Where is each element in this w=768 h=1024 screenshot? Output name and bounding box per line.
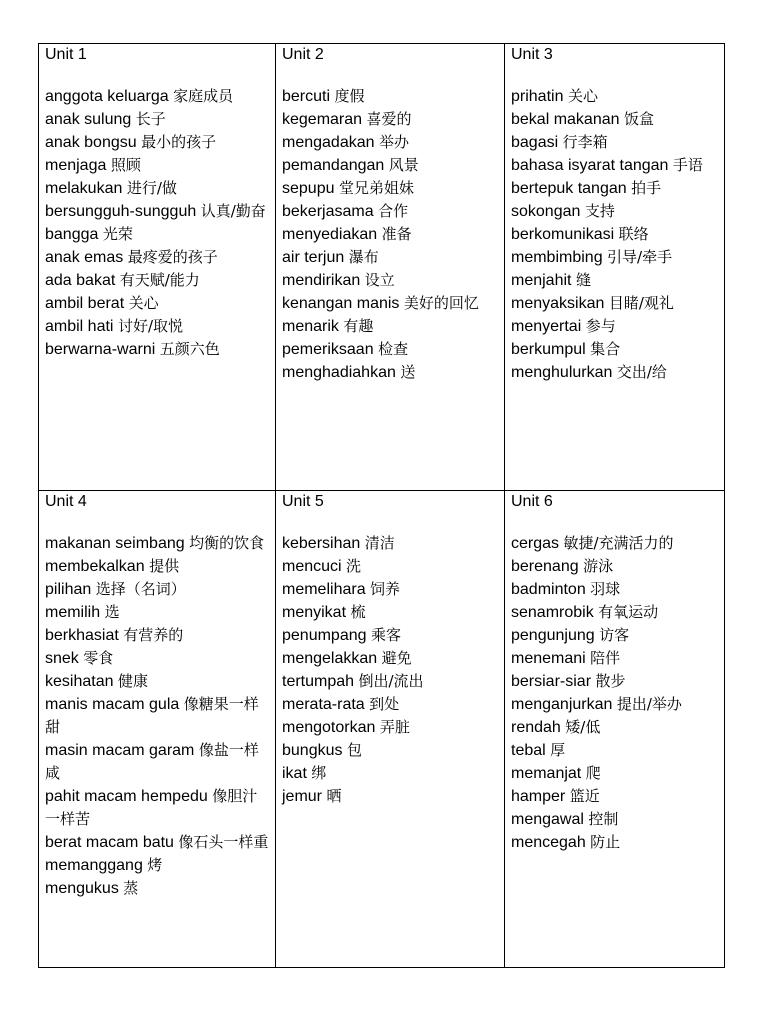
list-item	[282, 532, 500, 555]
list-item	[511, 131, 720, 154]
chinese-translation: 检查	[378, 340, 409, 358]
list-item	[45, 555, 271, 578]
chinese-translation: 进行/做	[126, 179, 177, 197]
malay-word: membekalkan	[45, 558, 145, 575]
malay-word: bersiar-siar	[511, 673, 592, 690]
malay-word: menjaga	[45, 157, 107, 174]
chinese-translation: 晒	[326, 787, 342, 805]
malay-word: menghadiahkan	[282, 364, 396, 381]
chinese-translation: 饲养	[370, 580, 401, 598]
chinese-translation: 光荣	[102, 225, 133, 243]
malay-word: kebersihan	[282, 535, 361, 552]
chinese-translation: 防止	[590, 833, 621, 851]
list-item	[511, 716, 720, 739]
chinese-translation: 提供	[149, 557, 180, 575]
chinese-translation: 风景	[388, 156, 419, 174]
chinese-translation: 目睹/观礼	[608, 294, 674, 312]
vocabulary-list	[45, 85, 271, 361]
list-item	[511, 555, 720, 578]
chinese-translation: 厚	[550, 741, 566, 759]
list-item	[511, 693, 720, 716]
chinese-translation: 乘客	[370, 626, 401, 644]
chinese-translation: 联络	[618, 225, 649, 243]
chinese-translation: 举办	[378, 133, 409, 151]
unit-cell	[505, 44, 725, 491]
chinese-translation: 矮/低	[565, 718, 601, 736]
chinese-translation: 洗	[346, 557, 362, 575]
malay-word: pahit macam hempedu	[45, 788, 208, 805]
chinese-translation: 五颜六色	[159, 340, 220, 358]
unit-cell	[276, 491, 505, 968]
malay-word: bekal makanan	[511, 111, 620, 128]
list-item	[45, 85, 271, 108]
vocabulary-table	[38, 43, 725, 968]
list-item	[282, 361, 500, 384]
malay-word: bercuti	[282, 88, 331, 105]
malay-word: bekerjasama	[282, 203, 374, 220]
list-item	[511, 831, 720, 854]
chinese-translation: 访客	[599, 626, 630, 644]
chinese-translation: 绑	[311, 764, 327, 782]
chinese-translation: 散步	[595, 672, 626, 690]
chinese-translation: 家庭成员	[173, 87, 234, 105]
list-item	[282, 154, 500, 177]
list-item	[282, 670, 500, 693]
chinese-translation: 梳	[350, 603, 366, 621]
chinese-translation: 支持	[584, 202, 615, 220]
chinese-translation: 关心	[128, 294, 159, 312]
malay-word: anak bongsu	[45, 134, 137, 151]
malay-word: mencuci	[282, 558, 342, 575]
list-item	[511, 154, 720, 177]
malay-word: memanjat	[511, 765, 582, 782]
chinese-translation: 设立	[364, 271, 395, 289]
list-item	[45, 532, 271, 555]
list-item	[45, 877, 271, 900]
malay-word: hamper	[511, 788, 566, 805]
list-item	[45, 647, 271, 670]
list-item	[282, 578, 500, 601]
chinese-translation: 喜爱的	[366, 110, 412, 128]
malay-word: badminton	[511, 581, 586, 598]
unit-cell	[276, 44, 505, 491]
chinese-translation: 均衡的饮食	[189, 534, 265, 552]
list-item	[282, 338, 500, 361]
table-row	[39, 44, 725, 491]
list-item	[45, 177, 271, 200]
list-item	[511, 223, 720, 246]
chinese-translation: 像石头一样重	[178, 833, 269, 851]
malay-word: rendah	[511, 719, 561, 736]
list-item	[282, 624, 500, 647]
malay-word: memilih	[45, 604, 101, 621]
chinese-translation: 健康	[117, 672, 148, 690]
list-item	[511, 108, 720, 131]
chinese-translation: 烤	[147, 856, 163, 874]
malay-word: pemandangan	[282, 157, 385, 174]
list-item	[45, 246, 271, 269]
chinese-translation: 饭盒	[623, 110, 654, 128]
list-item	[511, 269, 720, 292]
malay-word: memanggang	[45, 857, 143, 874]
list-item	[45, 785, 271, 831]
list-item	[511, 808, 720, 831]
malay-word: mencegah	[511, 834, 586, 851]
list-item	[511, 762, 720, 785]
chinese-translation: 有氧运动	[598, 603, 659, 621]
malay-word: mengukus	[45, 880, 119, 897]
malay-word: menyikat	[282, 604, 347, 621]
malay-word: bersungguh-sungguh	[45, 203, 197, 220]
chinese-translation: 最疼爱的孩子	[127, 248, 218, 266]
list-item	[282, 739, 500, 762]
malay-word: berkhasiat	[45, 627, 119, 644]
malay-word: kegemaran	[282, 111, 363, 128]
list-item	[282, 647, 500, 670]
list-item	[45, 338, 271, 361]
chinese-translation: 敏捷/充满活力的	[563, 534, 674, 552]
malay-word: tebal	[511, 742, 546, 759]
unit-title: Unit 3	[511, 46, 553, 63]
list-item	[45, 154, 271, 177]
unit-title: Unit 2	[282, 46, 324, 63]
malay-word: berkomunikasi	[511, 226, 615, 243]
unit-cell	[39, 44, 276, 491]
malay-word: menemani	[511, 650, 586, 667]
malay-word: bahasa isyarat tangan	[511, 157, 669, 174]
malay-word: prihatin	[511, 88, 564, 105]
unit-title: Unit 1	[45, 46, 87, 63]
chinese-translation: 像糖果一样甜	[45, 695, 259, 736]
malay-word: tertumpah	[282, 673, 355, 690]
chinese-translation: 手语	[672, 156, 703, 174]
chinese-translation: 选	[104, 603, 120, 621]
chinese-translation: 合作	[378, 202, 409, 220]
chinese-translation: 关心	[567, 87, 598, 105]
chinese-translation: 准备	[381, 225, 412, 243]
malay-word: sokongan	[511, 203, 581, 220]
malay-word: menghulurkan	[511, 364, 613, 381]
list-item	[282, 85, 500, 108]
malay-word: bertepuk tangan	[511, 180, 627, 197]
list-item	[511, 361, 720, 384]
list-item	[45, 108, 271, 131]
vocabulary-list	[511, 85, 720, 384]
malay-word: ada bakat	[45, 272, 116, 289]
malay-word: penumpang	[282, 627, 367, 644]
malay-word: makanan seimbang	[45, 535, 185, 552]
list-item	[282, 200, 500, 223]
chinese-translation: 包	[346, 741, 362, 759]
list-item	[511, 85, 720, 108]
list-item	[511, 200, 720, 223]
list-item	[282, 223, 500, 246]
malay-word: kenangan manis	[282, 295, 400, 312]
malay-word: merata-rata	[282, 696, 365, 713]
malay-word: pemeriksaan	[282, 341, 374, 358]
chinese-translation: 清洁	[364, 534, 395, 552]
malay-word: mengotorkan	[282, 719, 376, 736]
chinese-translation: 最小的孩子	[141, 133, 217, 151]
malay-word: sepupu	[282, 180, 335, 197]
chinese-translation: 交出/给	[616, 363, 667, 381]
unit-cell	[39, 491, 276, 968]
malay-word: senamrobik	[511, 604, 594, 621]
malay-word: air terjun	[282, 249, 345, 266]
list-item	[282, 131, 500, 154]
list-item	[511, 532, 720, 555]
list-item	[511, 670, 720, 693]
list-item	[511, 177, 720, 200]
chinese-translation: 像胆汁一样苦	[45, 787, 258, 828]
malay-word: jemur	[282, 788, 323, 805]
list-item	[45, 315, 271, 338]
chinese-translation: 有营养的	[123, 626, 184, 644]
malay-word: cergas	[511, 535, 560, 552]
malay-word: manis macam gula	[45, 696, 180, 713]
table-row	[39, 491, 725, 968]
list-item	[511, 785, 720, 808]
list-item	[45, 131, 271, 154]
chinese-translation: 送	[400, 363, 416, 381]
chinese-translation: 认真/勤奋	[200, 202, 266, 220]
chinese-translation: 选择（名词）	[95, 580, 186, 598]
chinese-translation: 缝	[575, 271, 591, 289]
unit-title: Unit 6	[511, 493, 553, 510]
malay-word: berat macam batu	[45, 834, 174, 851]
list-item	[282, 315, 500, 338]
malay-word: mengadakan	[282, 134, 375, 151]
chinese-translation: 瀑布	[348, 248, 379, 266]
vocabulary-list	[282, 532, 500, 808]
malay-word: menjahit	[511, 272, 572, 289]
malay-word: kesihatan	[45, 673, 114, 690]
list-item	[45, 578, 271, 601]
vocabulary-list	[511, 532, 720, 854]
list-item	[511, 578, 720, 601]
list-item	[511, 647, 720, 670]
malay-word: mengawal	[511, 811, 584, 828]
malay-word: memelihara	[282, 581, 366, 598]
chinese-translation: 篮近	[569, 787, 600, 805]
chinese-translation: 堂兄弟姐妹	[338, 179, 414, 197]
list-item	[511, 624, 720, 647]
malay-word: menyaksikan	[511, 295, 605, 312]
malay-word: bungkus	[282, 742, 343, 759]
malay-word: pilihan	[45, 581, 92, 598]
list-item	[282, 292, 500, 315]
list-item	[45, 739, 271, 785]
chinese-translation: 零食	[83, 649, 114, 667]
list-item	[45, 831, 271, 854]
malay-word: menarik	[282, 318, 339, 335]
malay-word: anggota keluarga	[45, 88, 169, 105]
list-item	[511, 601, 720, 624]
malay-word: anak sulung	[45, 111, 132, 128]
chinese-translation: 控制	[588, 810, 619, 828]
malay-word: menyediakan	[282, 226, 378, 243]
malay-word: ambil hati	[45, 318, 114, 335]
chinese-translation: 倒出/流出	[358, 672, 424, 690]
malay-word: bangga	[45, 226, 99, 243]
malay-word: ikat	[282, 765, 307, 782]
chinese-translation: 引导/牵手	[607, 248, 673, 266]
list-item	[282, 785, 500, 808]
malay-word: menyertai	[511, 318, 582, 335]
chinese-translation: 羽球	[590, 580, 621, 598]
list-item	[282, 762, 500, 785]
list-item	[45, 670, 271, 693]
chinese-translation: 讨好/取悦	[117, 317, 183, 335]
malay-word: mengelakkan	[282, 650, 378, 667]
malay-word: berenang	[511, 558, 579, 575]
list-item	[45, 200, 271, 223]
list-item	[45, 292, 271, 315]
vocabulary-list	[282, 85, 500, 384]
list-item	[511, 246, 720, 269]
list-item	[511, 315, 720, 338]
unit-title: Unit 4	[45, 493, 87, 510]
chinese-translation: 陪伴	[590, 649, 621, 667]
list-item	[282, 601, 500, 624]
malay-word: bagasi	[511, 134, 559, 151]
chinese-translation: 到处	[369, 695, 400, 713]
list-item	[45, 269, 271, 292]
list-item	[45, 223, 271, 246]
list-item	[45, 693, 271, 739]
list-item	[45, 601, 271, 624]
malay-word: berwarna-warni	[45, 341, 156, 358]
malay-word: ambil berat	[45, 295, 125, 312]
list-item	[511, 338, 720, 361]
malay-word: berkumpul	[511, 341, 586, 358]
malay-word: masin macam garam	[45, 742, 195, 759]
list-item	[45, 624, 271, 647]
chinese-translation: 度假	[334, 87, 365, 105]
list-item	[511, 292, 720, 315]
chinese-translation: 参与	[585, 317, 616, 335]
malay-word: snek	[45, 650, 79, 667]
unit-cell	[505, 491, 725, 968]
list-item	[282, 269, 500, 292]
unit-title: Unit 5	[282, 493, 324, 510]
chinese-translation: 美好的回忆	[403, 294, 479, 312]
chinese-translation: 行李箱	[562, 133, 608, 151]
list-item	[282, 177, 500, 200]
chinese-translation: 避免	[381, 649, 412, 667]
list-item	[282, 693, 500, 716]
chinese-translation: 蒸	[123, 879, 139, 897]
list-item	[282, 716, 500, 739]
malay-word: melakukan	[45, 180, 123, 197]
chinese-translation: 照顾	[110, 156, 141, 174]
chinese-translation: 拍手	[631, 179, 662, 197]
malay-word: membimbing	[511, 249, 603, 266]
chinese-translation: 爬	[585, 764, 601, 782]
malay-word: pengunjung	[511, 627, 595, 644]
list-item	[282, 108, 500, 131]
chinese-translation: 集合	[590, 340, 621, 358]
vocabulary-list	[45, 532, 271, 900]
list-item	[511, 739, 720, 762]
chinese-translation: 有天赋/能力	[119, 271, 200, 289]
malay-word: anak emas	[45, 249, 124, 266]
chinese-translation: 弄脏	[379, 718, 410, 736]
malay-word: menganjurkan	[511, 696, 613, 713]
malay-word: mendirikan	[282, 272, 361, 289]
chinese-translation: 游泳	[583, 557, 614, 575]
chinese-translation: 像盐一样咸	[45, 741, 259, 782]
chinese-translation: 有趣	[343, 317, 374, 335]
chinese-translation: 提出/举办	[616, 695, 682, 713]
list-item	[282, 555, 500, 578]
chinese-translation: 长子	[135, 110, 166, 128]
list-item	[45, 854, 271, 877]
list-item	[282, 246, 500, 269]
